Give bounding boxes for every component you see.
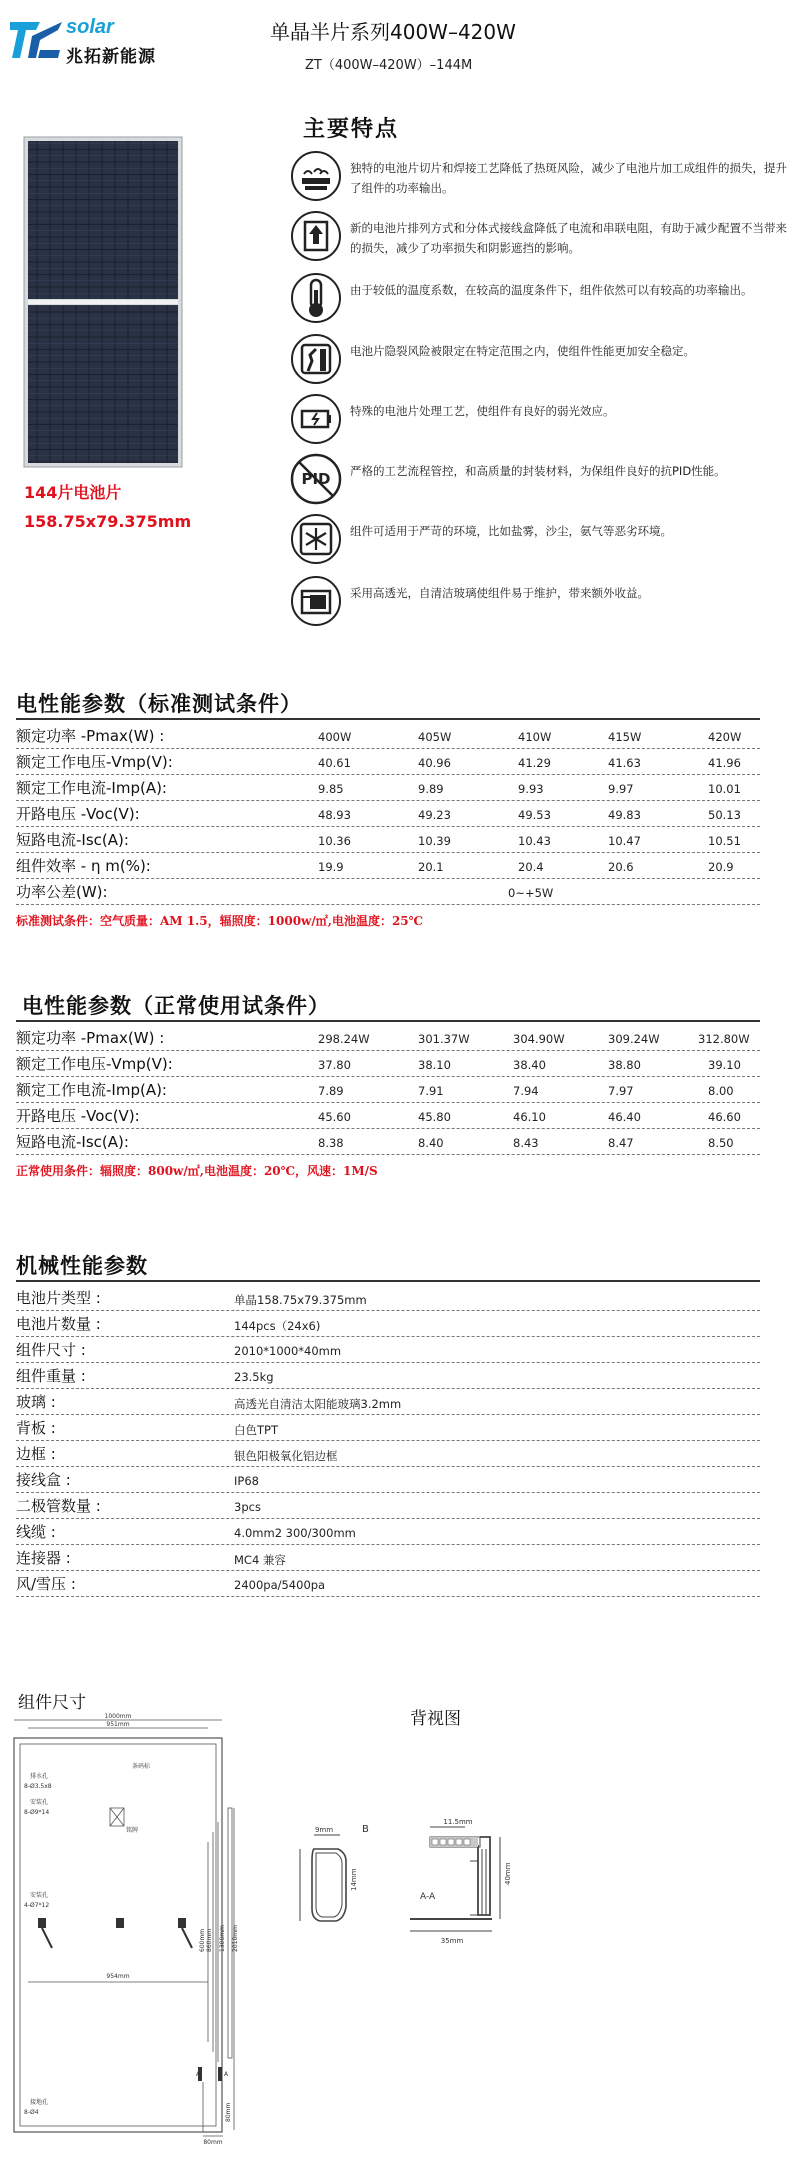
cell: 19.9 bbox=[318, 860, 344, 874]
dim-label: A-A bbox=[420, 1892, 436, 1902]
noct-row bbox=[16, 1050, 760, 1077]
cell: 9.89 bbox=[418, 782, 444, 796]
cell: 301.37W bbox=[418, 1032, 470, 1046]
row-label: 电池片类型 : bbox=[16, 1289, 101, 1307]
frame-section-drawing bbox=[300, 1815, 590, 1975]
cell: 38.10 bbox=[418, 1058, 451, 1072]
dim-label: 2010mm bbox=[232, 1925, 239, 1952]
logo-mark-icon bbox=[10, 20, 62, 60]
snowflake-icon bbox=[290, 513, 342, 565]
mech-row bbox=[16, 1466, 760, 1493]
cell: 10.51 bbox=[708, 834, 741, 848]
feature-text: 独特的电池片切片和焊接工艺降低了热斑风险，减少了电池片加工成组件的损失，提升了组件的功率输出。 bbox=[350, 161, 787, 195]
row-label: 额定功率 -Pmax(W) : bbox=[16, 1029, 165, 1047]
cell: 37.80 bbox=[318, 1058, 351, 1072]
cell: 46.60 bbox=[708, 1110, 741, 1124]
mech-row bbox=[16, 1518, 760, 1545]
cell: 50.13 bbox=[708, 808, 741, 822]
cell: 49.23 bbox=[418, 808, 451, 822]
dim-label: 1000mm bbox=[104, 1713, 132, 1720]
cell: 9.85 bbox=[318, 782, 344, 796]
cell: 0~+5W bbox=[508, 886, 554, 900]
dim-label: A bbox=[196, 2071, 201, 2078]
cell: 10.39 bbox=[418, 834, 451, 848]
dim-label: 8-Ø9*14 bbox=[24, 1809, 50, 1816]
cell: 400W bbox=[318, 730, 352, 744]
cell: 45.60 bbox=[318, 1110, 351, 1124]
cell: 20.4 bbox=[518, 860, 544, 874]
arrow-up-icon bbox=[290, 210, 342, 262]
glass-icon bbox=[290, 575, 342, 627]
crack-icon bbox=[290, 333, 342, 385]
cell: 23.5kg bbox=[234, 1370, 274, 1384]
dim-label: A bbox=[224, 2071, 229, 2078]
row-label: 连接器 : bbox=[16, 1549, 71, 1567]
dimension-title: 组件尺寸 bbox=[18, 1693, 86, 1713]
dim-label: 9mm bbox=[314, 1826, 334, 1834]
dim-label: 条码标 bbox=[132, 1763, 151, 1770]
cell: 2400pa/5400pa bbox=[234, 1578, 326, 1592]
cell: IP68 bbox=[234, 1474, 259, 1488]
noct-note: 正常使用条件：辐照度：800w/㎡,电池温度：20℃，风速：1M/S bbox=[16, 1164, 378, 1178]
feature-item bbox=[290, 272, 790, 328]
dim-label: 40mm bbox=[504, 1862, 512, 1885]
cell: 420W bbox=[708, 730, 742, 744]
feature-text: 特殊的电池片处理工艺，使组件有良好的弱光效应。 bbox=[350, 404, 615, 418]
dim-label: 80mm bbox=[203, 2139, 223, 2146]
row-label: 组件重量 : bbox=[16, 1367, 86, 1385]
mech-row bbox=[16, 1492, 760, 1519]
cell: 39.10 bbox=[708, 1058, 741, 1072]
feature-text: 由于较低的温度系数，在较高的温度条件下，组件依然可以有较高的功率输出。 bbox=[350, 283, 753, 297]
dim-label: 8-Ø4 bbox=[24, 2109, 39, 2116]
dim-label: 接地孔 bbox=[30, 2099, 49, 2106]
cell: 38.40 bbox=[513, 1058, 546, 1072]
pid-label: PID bbox=[301, 470, 331, 488]
cell: 309.24W bbox=[608, 1032, 660, 1046]
cell: 7.94 bbox=[513, 1084, 539, 1098]
dim-label: 安装孔 bbox=[30, 1799, 49, 1806]
mech-title: 机械性能参数 bbox=[16, 1254, 148, 1278]
cell: 10.36 bbox=[318, 834, 351, 848]
mech-rule bbox=[16, 1280, 760, 1282]
cell: 49.83 bbox=[608, 808, 641, 822]
mech-row bbox=[16, 1284, 760, 1311]
cell: MC4 兼容 bbox=[234, 1553, 286, 1567]
noct-row bbox=[16, 1076, 760, 1103]
cell: 8.38 bbox=[318, 1136, 344, 1150]
mech-row bbox=[16, 1362, 760, 1389]
row-label: 组件效率 - η m(%): bbox=[16, 857, 151, 875]
cell: 8.43 bbox=[513, 1136, 539, 1150]
pid-icon bbox=[290, 453, 342, 505]
cell: 10.47 bbox=[608, 834, 641, 848]
stc-row bbox=[16, 852, 760, 879]
stc-row bbox=[16, 722, 760, 749]
row-label: 开路电压 -Voc(V): bbox=[16, 805, 140, 823]
row-label: 接线盒 : bbox=[16, 1471, 71, 1489]
stc-title: 电性能参数（标准测试条件） bbox=[16, 692, 302, 716]
thermometer-icon bbox=[290, 272, 342, 324]
cell: 7.91 bbox=[418, 1084, 444, 1098]
low-light-icon bbox=[290, 393, 342, 445]
row-label: 额定工作电压-Vmp(V): bbox=[16, 1055, 173, 1073]
feature-item bbox=[290, 575, 790, 631]
dim-label: 11.5mm bbox=[443, 1818, 473, 1826]
cell: 38.80 bbox=[608, 1058, 641, 1072]
cell: 单晶158.75x79.375mm bbox=[234, 1293, 367, 1307]
dim-label: B bbox=[362, 1824, 369, 1835]
row-label: 线缆 : bbox=[16, 1523, 56, 1541]
row-label: 背板 : bbox=[16, 1419, 56, 1437]
noct-row bbox=[16, 1024, 760, 1051]
noct-row bbox=[16, 1128, 760, 1155]
mech-row bbox=[16, 1570, 760, 1597]
noct-title: 电性能参数（正常使用试条件） bbox=[22, 994, 330, 1018]
brand-solar: solar bbox=[66, 16, 114, 38]
row-label: 开路电压 -Voc(V): bbox=[16, 1107, 140, 1125]
noct-row bbox=[16, 1102, 760, 1129]
row-label: 额定工作电流-Imp(A): bbox=[16, 779, 167, 797]
dim-label: 4-Ø7*12 bbox=[24, 1902, 50, 1909]
back-view-title: 背视图 bbox=[410, 1709, 461, 1729]
panel-caption-cells: 144片电池片 bbox=[24, 483, 122, 502]
cell: 8.47 bbox=[608, 1136, 634, 1150]
doc-title: 单晶半片系列400W–420W bbox=[270, 20, 516, 44]
cell: 20.9 bbox=[708, 860, 734, 874]
cell: 48.93 bbox=[318, 808, 351, 822]
stc-rule bbox=[16, 718, 760, 720]
dim-label: 954mm bbox=[106, 1973, 130, 1980]
cell: 41.29 bbox=[518, 756, 551, 770]
cell: 41.63 bbox=[608, 756, 641, 770]
features-title: 主要特点 bbox=[303, 117, 400, 142]
stc-tolerance-row bbox=[16, 878, 760, 905]
dim-label: 80mm bbox=[225, 2102, 232, 2122]
row-label: 短路电流-Isc(A): bbox=[16, 831, 129, 849]
cell: 46.10 bbox=[513, 1110, 546, 1124]
row-label: 短路电流-Isc(A): bbox=[16, 1133, 129, 1151]
row-label: 额定工作电流-Imp(A): bbox=[16, 1081, 167, 1099]
cell: 9.97 bbox=[608, 782, 634, 796]
mech-row bbox=[16, 1440, 760, 1467]
dim-label: 铭牌 bbox=[126, 1827, 139, 1834]
dim-label: 860mm bbox=[206, 1928, 213, 1952]
row-label: 功率公差(W): bbox=[16, 883, 108, 901]
feature-item bbox=[290, 513, 790, 569]
feature-item bbox=[290, 393, 790, 449]
cell: 10.01 bbox=[708, 782, 741, 796]
cell: 405W bbox=[418, 730, 452, 744]
cell: 40.96 bbox=[418, 756, 451, 770]
cell: 312.80W bbox=[698, 1032, 750, 1046]
mech-row bbox=[16, 1414, 760, 1441]
cell: 20.1 bbox=[418, 860, 444, 874]
stc-row bbox=[16, 826, 760, 853]
feature-text: 电池片隐裂风险被限定在特定范围之内，使组件性能更加安全稳定。 bbox=[350, 344, 695, 358]
feature-item bbox=[290, 453, 790, 509]
cell: 304.90W bbox=[513, 1032, 565, 1046]
cell-cut-icon bbox=[290, 150, 342, 202]
cell: 41.96 bbox=[708, 756, 741, 770]
cell: 7.89 bbox=[318, 1084, 344, 1098]
row-label: 二极管数量 : bbox=[16, 1497, 101, 1515]
dim-label: 安装孔 bbox=[30, 1892, 49, 1899]
dim-label: 600mm bbox=[199, 1928, 206, 1952]
solar-panel-image bbox=[24, 137, 182, 467]
mech-row bbox=[16, 1336, 760, 1363]
feature-text: 严格的工艺流程管控，和高质量的封装材料，为保组件良好的抗PID性能。 bbox=[350, 464, 726, 478]
cell: 410W bbox=[518, 730, 552, 744]
cell: 10.43 bbox=[518, 834, 551, 848]
cell: 415W bbox=[608, 730, 642, 744]
row-label: 边框 : bbox=[16, 1445, 56, 1463]
row-label: 组件尺寸 : bbox=[16, 1341, 86, 1359]
feature-item bbox=[290, 333, 790, 389]
cell: 46.40 bbox=[608, 1110, 641, 1124]
mech-row bbox=[16, 1388, 760, 1415]
noct-rule bbox=[16, 1020, 760, 1022]
doc-subtitle: ZT（400W–420W）–144M bbox=[305, 58, 473, 73]
cell: 4.0mm2 300/300mm bbox=[234, 1526, 356, 1540]
cell: 49.53 bbox=[518, 808, 551, 822]
stc-row bbox=[16, 774, 760, 801]
cell: 7.97 bbox=[608, 1084, 634, 1098]
row-label: 风/雪压 : bbox=[16, 1575, 76, 1593]
cell: 298.24W bbox=[318, 1032, 370, 1046]
row-label: 玻璃 : bbox=[16, 1393, 56, 1411]
feature-text: 采用高透光，自清洁玻璃使组件易于维护，带来额外收益。 bbox=[350, 586, 649, 600]
feature-item bbox=[290, 150, 790, 206]
cell: 8.50 bbox=[708, 1136, 734, 1150]
mech-row bbox=[16, 1310, 760, 1337]
stc-row bbox=[16, 800, 760, 827]
cell: 144pcs（24x6) bbox=[234, 1319, 321, 1333]
dim-label: 14mm bbox=[350, 1868, 358, 1891]
cell: 高透光自清洁太阳能玻璃3.2mm bbox=[234, 1397, 402, 1411]
cell: 3pcs bbox=[234, 1500, 261, 1514]
cell: 20.6 bbox=[608, 860, 634, 874]
brand-name: 兆拓新能源 bbox=[66, 47, 156, 67]
mech-row bbox=[16, 1544, 760, 1571]
cell: 8.40 bbox=[418, 1136, 444, 1150]
cell: 白色TPT bbox=[234, 1423, 278, 1437]
row-label: 额定功率 -Pmax(W) : bbox=[16, 727, 165, 745]
cell: 银色阳极氧化铝边框 bbox=[234, 1449, 338, 1463]
feature-text: 新的电池片排列方式和分体式接线盒降低了电流和串联电阻，有助于减少配置不当带来的损失，减少了功率损失和阴影遮挡的影响。 bbox=[350, 221, 787, 255]
stc-note: 标准测试条件：空气质量：AM 1.5，辐照度：1000w/㎡,电池温度：25℃ bbox=[16, 914, 424, 928]
dim-label: 1300mm bbox=[219, 1925, 226, 1952]
panel-dimension-drawing bbox=[8, 1712, 238, 2148]
feature-text: 组件可适用于严苛的环境，比如盐雾，沙尘，氨气等恶劣环境。 bbox=[350, 524, 672, 538]
row-label: 额定工作电压-Vmp(V): bbox=[16, 753, 173, 771]
dim-label: 951mm bbox=[106, 1721, 130, 1728]
row-label: 电池片数量 : bbox=[16, 1315, 101, 1333]
feature-item bbox=[290, 210, 790, 266]
cell: 8.00 bbox=[708, 1084, 734, 1098]
stc-row bbox=[16, 748, 760, 775]
cell: 9.93 bbox=[518, 782, 544, 796]
dim-label: 35mm bbox=[440, 1937, 464, 1945]
cell: 40.61 bbox=[318, 756, 351, 770]
cell: 2010*1000*40mm bbox=[234, 1344, 342, 1358]
panel-caption-size: 158.75x79.375mm bbox=[24, 512, 192, 531]
cell: 45.80 bbox=[418, 1110, 451, 1124]
dim-label: 8-Ø3.5x8 bbox=[24, 1783, 52, 1790]
dim-label: 排水孔 bbox=[30, 1773, 49, 1780]
